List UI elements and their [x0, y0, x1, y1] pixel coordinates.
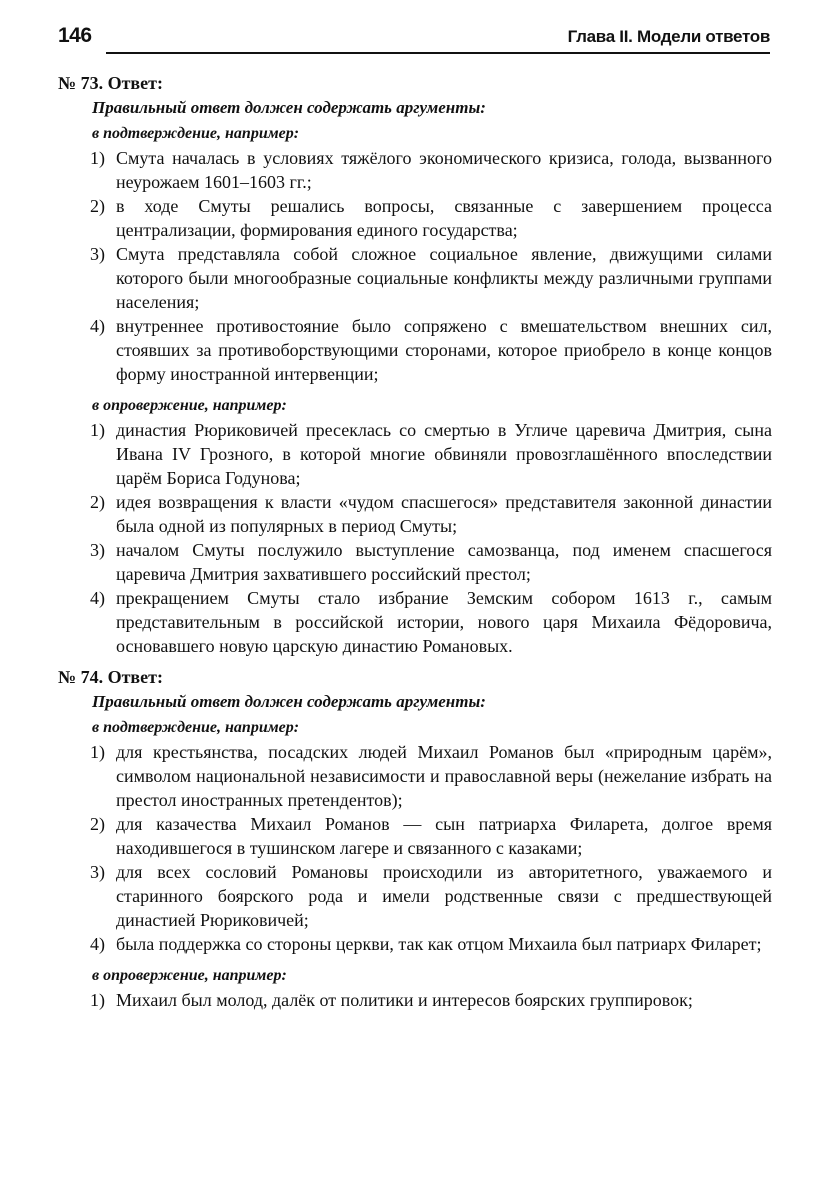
answer-74 [58, 664, 772, 1012]
item-text: Михаил был молод, далёк от политики и интересов боярских группировок; [116, 990, 693, 1010]
answer-73-confirm-list [58, 146, 772, 386]
item-number: 3) [90, 862, 105, 882]
answer-73-confirm-label: в подтверждение, например: [92, 125, 300, 142]
answer-73 [58, 70, 772, 658]
item-number: 1) [90, 742, 105, 762]
list-item [58, 242, 772, 314]
item-text: Смута началась в условиях тяжёлого экономического кризиса, голода, вызванного неурожаем 1601–1603 гг.; [116, 148, 772, 192]
item-text: была поддержка со стороны церкви, так как отцом Михаила был патриарх Филарет; [116, 934, 762, 954]
page-number: 146 [58, 24, 92, 47]
item-text: для казачества Михаил Романов — сын патриарха Филарета, долгое время находившегося в тушинском лагере и связанного с казаками; [116, 814, 772, 858]
list-item [58, 740, 772, 812]
list-item [58, 418, 772, 490]
item-number: 1) [90, 990, 105, 1010]
list-item [58, 988, 772, 1012]
answer-74-title: № 74. Ответ: [58, 667, 163, 687]
item-number: 4) [90, 588, 105, 608]
answer-74-confirm-list [58, 740, 772, 956]
answer-74-intro: Правильный ответ должен содержать аргументы: [92, 692, 486, 711]
page-content [58, 70, 772, 1012]
list-item [58, 538, 772, 586]
answer-73-intro: Правильный ответ должен содержать аргументы: [92, 98, 486, 117]
list-item [58, 586, 772, 658]
answer-73-refute-label: в опровержение, например: [92, 397, 287, 414]
item-number: 4) [90, 316, 105, 336]
item-number: 2) [90, 492, 105, 512]
chapter-title: Глава II. Модели ответов [567, 27, 770, 46]
item-number: 2) [90, 196, 105, 216]
item-number: 1) [90, 420, 105, 440]
item-number: 2) [90, 814, 105, 834]
item-number: 1) [90, 148, 105, 168]
list-item [58, 314, 772, 386]
answer-73-title: № 73. Ответ: [58, 73, 163, 93]
item-text: для всех сословий Романовы происходили из авторитетного, уважаемого и старинного боярского рода и имели родственные связи с предшествующей династией Рюриковичей; [116, 862, 772, 930]
list-item [58, 812, 772, 860]
item-text: прекращением Смуты стало избрание Земским собором 1613 г., самым представительным в российской истории, нового царя Михаила Фёдоровича, основавшего новую царскую династию Романовых. [116, 588, 772, 656]
item-text: идея возвращения к власти «чудом спасшегося» представителя законной династии была одной из популярных в период Смуты; [116, 492, 772, 536]
item-text: для крестьянства, посадских людей Михаил Романов был «природным царём», символом национальной независимости и православной веры (нежелание избрать на престол иностранных претендентов); [116, 742, 772, 810]
item-text: в ходе Смуты решались вопросы, связанные с завершением процесса централизации, формирования единого государства; [116, 196, 772, 240]
answer-74-refute-label: в опровержение, например: [92, 967, 287, 984]
item-number: 4) [90, 934, 105, 954]
item-text: династия Рюриковичей пресеклась со смертью в Угличе царевича Дмитрия, сына Ивана IV Грозного, в которой многие обвиняли провозглашённого впоследствии царём Бориса Годунова; [116, 420, 772, 488]
item-number: 3) [90, 540, 105, 560]
item-text: началом Смуты послужило выступление самозванца, под именем спасшегося царевича Дмитрия захватившего российский престол; [116, 540, 772, 584]
list-item [58, 490, 772, 538]
list-item [58, 146, 772, 194]
list-item [58, 932, 772, 956]
item-number: 3) [90, 244, 105, 264]
list-item [58, 194, 772, 242]
header-rule [106, 52, 770, 54]
item-text: Смута представляла собой сложное социальное явление, движущими силами которого были многообразные социальные конфликты между различными группами населения; [116, 244, 772, 312]
answer-73-refute-list [58, 418, 772, 658]
list-item [58, 860, 772, 932]
running-header [58, 24, 770, 58]
answer-74-refute-list [58, 988, 772, 1012]
answer-74-confirm-label: в подтверждение, например: [92, 719, 300, 736]
item-text: внутреннее противостояние было сопряжено с вмешательством внешних сил, стоявших за противоборствующими сторонами, которое приобрело в конце концов форму иностранной интервенции; [116, 316, 772, 384]
